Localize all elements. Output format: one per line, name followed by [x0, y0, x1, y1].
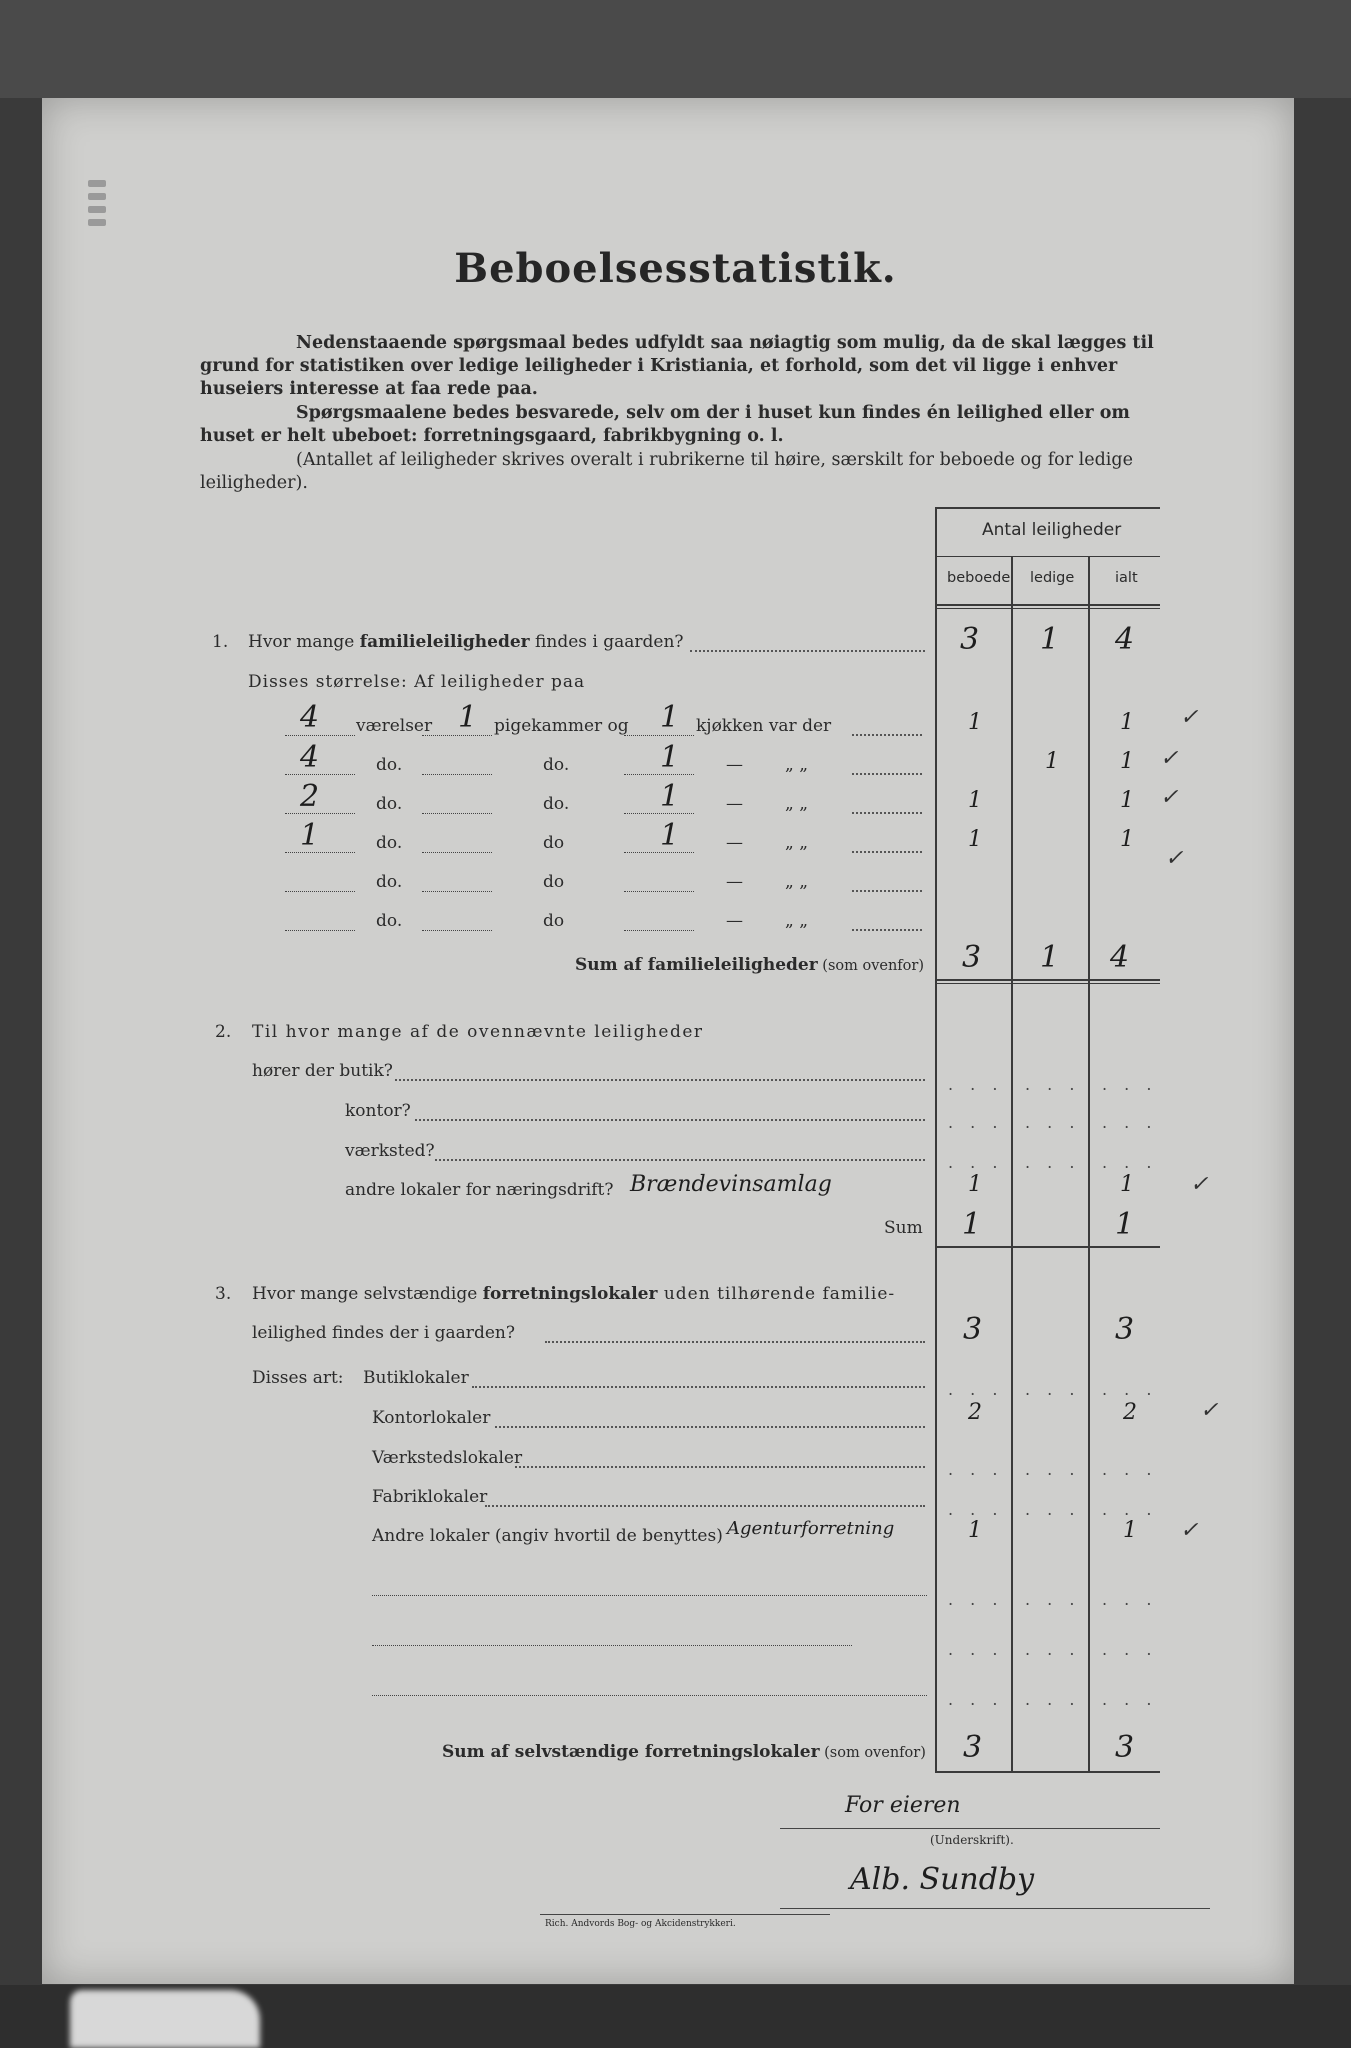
dots-i6: . . . [1102, 1500, 1158, 1519]
row6-rooms-line [285, 930, 355, 931]
q1-size-label: Disses størrelse: Af leiligheder paa [248, 672, 586, 692]
dots-i2: . . . [1102, 1113, 1158, 1132]
row5-leader [852, 890, 922, 892]
dots-b8: . . . [948, 1640, 1004, 1659]
q3-andre-handwriting: Agenturforretning [727, 1518, 895, 1539]
checkmark-3: ✓ [1160, 785, 1179, 810]
q3-blank-line-2 [372, 1645, 852, 1646]
signature-caption: (Underskrift). [930, 1833, 1014, 1847]
printer-rule [540, 1914, 830, 1915]
q2-andre-handwriting: Brændevinsamlag [630, 1172, 832, 1197]
q3-andre-beboede: 1 [968, 1518, 982, 1543]
row3-leader [852, 812, 922, 814]
q3-fabrik-leader [485, 1505, 925, 1507]
row5-quote: „ „ [785, 872, 809, 892]
row2-rooms: 4 [300, 740, 320, 775]
q2-number: 2. [215, 1022, 232, 1042]
q2-vaerksted-leader [435, 1159, 925, 1161]
q1-sum-label: Sum af familieleiligheder (som ovenfor) [575, 955, 924, 975]
row3-kjokken-line [624, 813, 694, 814]
row2-kjokken: 1 [660, 740, 680, 775]
row3-ialt: 1 [1120, 788, 1134, 813]
row1-ialt: 1 [1120, 710, 1134, 735]
q1-number: 1. [212, 632, 229, 652]
q1-sum-ialt: 4 [1110, 940, 1130, 975]
q2-vaerksted-label: værksted? [345, 1141, 435, 1161]
checkmark-1: ✓ [1180, 705, 1199, 730]
q3-leader [545, 1341, 925, 1343]
dots-l9: . . . [1025, 1690, 1081, 1709]
row3-do-1: do. [376, 794, 403, 814]
row4-do-1: do. [376, 833, 403, 853]
q1-leader-dots [690, 650, 925, 652]
row2-ialt: 1 [1120, 749, 1134, 774]
q1-sum-ledige: 1 [1040, 940, 1060, 975]
q3-blank-line-3 [372, 1695, 927, 1696]
row2-quote: „ „ [785, 755, 809, 775]
table-col-rule-1 [1011, 556, 1013, 1772]
dots-b3: . . . [948, 1153, 1004, 1172]
q3-vaerksted-leader [515, 1466, 925, 1468]
page-title: Beboelsesstatistik. [454, 245, 897, 292]
table-header-rule [935, 556, 1160, 557]
row3-rooms-line [285, 813, 355, 814]
row6-do-2: do [543, 911, 565, 931]
q1-beboede-value: 3 [960, 622, 980, 657]
dots-l3: . . . [1025, 1153, 1081, 1172]
row1-pige-line [422, 735, 492, 736]
row4-kjokken-line [624, 852, 694, 853]
intro-paragraph-3: (Antallet af leiligheder skrives overalt i rubrikerne til høire, særskilt for beboede og for ledige leiligheder). [200, 450, 1133, 493]
q2-butik-leader [395, 1079, 925, 1081]
signature-name: Alb. Sundby [850, 1862, 1035, 1897]
row4-ialt: 1 [1120, 827, 1134, 852]
q3-butik-label: Butiklokaler [363, 1368, 469, 1388]
dots-i4: . . . [1102, 1380, 1158, 1399]
dots-b5: . . . [948, 1460, 1004, 1479]
row1-vaerelser-label: værelser [356, 716, 433, 736]
dots-b6: . . . [948, 1500, 1004, 1519]
q3-fabrik-label: Fabriklokaler [372, 1487, 488, 1507]
row1-leader [852, 734, 922, 736]
q2-andre-label: andre lokaler for næringsdrift? [345, 1180, 614, 1200]
sum3-rule [935, 1771, 1160, 1773]
row2-pige-line [422, 774, 492, 775]
dots-b9: . . . [948, 1690, 1004, 1709]
row3-pige-line [422, 813, 492, 814]
row1-kjokken-label: kjøkken var der [696, 716, 832, 736]
q1-ledige-value: 1 [1040, 622, 1060, 657]
checkmark-5: ✓ [1190, 1172, 1209, 1197]
q3-andre-label: Andre lokaler (angiv hvortil de benyttes) [372, 1526, 723, 1546]
signature-for-eieren: For eieren [845, 1793, 961, 1818]
row2-dash: — [726, 755, 743, 775]
q2-kontor-leader [415, 1119, 925, 1121]
checkmark-7: ✓ [1180, 1518, 1199, 1543]
q3-kontor-label: Kontorlokaler [372, 1408, 491, 1428]
row4-quote: „ „ [785, 833, 809, 853]
dots-l5: . . . [1025, 1460, 1081, 1479]
table-header-bottom [935, 604, 1160, 606]
q3-vaerksted-label: Værkstedslokaler [372, 1448, 523, 1468]
q3-sum-beboede: 3 [963, 1730, 983, 1765]
q2-sum-beboede: 1 [962, 1207, 982, 1242]
row1-pige: 1 [458, 700, 478, 735]
row3-do-2: do. [543, 794, 570, 814]
table-header-bottom-2 [935, 608, 1160, 609]
dots-b7: . . . [948, 1590, 1004, 1609]
row3-dash: — [726, 794, 743, 814]
q3-ialt-value: 3 [1115, 1312, 1135, 1347]
row2-do-1: do. [376, 755, 403, 775]
row3-kjokken: 1 [660, 779, 680, 814]
q2-sum-label: Sum [884, 1218, 923, 1238]
q3-question-cont: leilighed findes der i gaarden? [252, 1323, 515, 1343]
row5-pige-line [422, 891, 492, 892]
q3-andre-ialt: 1 [1123, 1518, 1137, 1543]
row1-beboede: 1 [968, 710, 982, 735]
q1-question: Hvor mange familieleiligheder findes i gaarden? [248, 632, 684, 652]
row4-leader [852, 851, 922, 853]
row6-quote: „ „ [785, 911, 809, 931]
dots-i9: . . . [1102, 1690, 1158, 1709]
dots-b1: . . . [948, 1075, 1004, 1094]
table-group-header: Antal leiligheder [982, 520, 1122, 540]
q2-kontor-label: kontor? [345, 1101, 411, 1121]
row3-beboede: 1 [968, 788, 982, 813]
dots-i8: . . . [1102, 1640, 1158, 1659]
q3-question: Hvor mange selvstændige forretningslokaler uden tilhørende familie- [252, 1284, 896, 1304]
row5-rooms-line [285, 891, 355, 892]
checkmark-2: ✓ [1160, 746, 1179, 771]
signature-line-1 [780, 1828, 1160, 1829]
checkmark-6: ✓ [1200, 1398, 1219, 1423]
q3-art-label: Disses art: [252, 1368, 344, 1388]
row6-leader [852, 929, 922, 931]
dots-l7: . . . [1025, 1590, 1081, 1609]
row2-do-2: do. [543, 755, 570, 775]
row3-rooms: 2 [300, 779, 320, 814]
q2-question: Til hvor mange af de ovennævnte leiligheder [252, 1022, 704, 1042]
row2-leader [852, 773, 922, 775]
sum2-rule [935, 1246, 1160, 1248]
q3-butik-leader [472, 1386, 925, 1388]
row1-rooms: 4 [300, 700, 320, 735]
q3-sum-label: Sum af selvstændige forretningslokaler (som ovenfor) [442, 1742, 926, 1762]
column-header-ialt: ialt [1115, 570, 1138, 586]
row2-ledige: 1 [1045, 749, 1059, 774]
row4-do-2: do [543, 833, 565, 853]
row4-beboede: 1 [968, 827, 982, 852]
q1-ialt-value: 4 [1115, 622, 1135, 657]
column-header-beboede: beboede [947, 570, 1011, 586]
checkmark-4: ✓ [1165, 846, 1184, 871]
row1-kjokken-line [624, 735, 694, 736]
row2-rooms-line [285, 774, 355, 775]
row6-dash: — [726, 911, 743, 931]
sum1-rule [935, 979, 1160, 981]
dots-l6: . . . [1025, 1500, 1081, 1519]
table-left-rule [935, 507, 937, 1772]
scanner-border-top [0, 0, 1351, 98]
dots-i3: . . . [1102, 1153, 1158, 1172]
row2-kjokken-line [624, 774, 694, 775]
row3-quote: „ „ [785, 794, 809, 814]
row1-rooms-line [285, 735, 355, 736]
column-header-ledige: ledige [1030, 570, 1075, 586]
row6-kjokken-line [624, 930, 694, 931]
intro-paragraph-1: Nedenstaaende spørgsmaal bedes udfyldt saa nøiagtig som mulig, da de skal lægges til grund for statistiken over ledige leiligheder i Kristiania, et forhold, som det vil ligge i enhver huseiers interesse at faa rede paa. [200, 333, 1154, 399]
q2-andre-beboede: 1 [968, 1172, 982, 1197]
q2-sum-ialt: 1 [1115, 1207, 1135, 1242]
row4-dash: — [726, 833, 743, 853]
row6-pige-line [422, 930, 492, 931]
row1-pige-label: pigekammer og [494, 716, 629, 736]
intro-paragraph-2: Spørgsmaalene bedes besvarede, selv om der i huset kun findes én leilighed eller om huset er helt ubeboet: forretningsgaard, fabrikbygning o. l. [200, 403, 1130, 446]
row1-kjokken: 1 [660, 700, 680, 735]
q3-blank-line-1 [372, 1595, 927, 1596]
signature-line-2 [780, 1908, 1210, 1909]
row6-do-1: do. [376, 911, 403, 931]
q2-andre-ialt: 1 [1120, 1172, 1134, 1197]
q1-sum-beboede: 3 [962, 940, 982, 975]
dots-l4: . . . [1025, 1380, 1081, 1399]
film-artifact [70, 1990, 260, 2048]
sum1-rule-2 [935, 983, 1160, 984]
q2-butik-label: hører der butik? [252, 1061, 393, 1081]
table-col-rule-2 [1088, 556, 1090, 1772]
q3-number: 3. [215, 1284, 232, 1304]
dots-b2: . . . [948, 1113, 1004, 1132]
q3-beboede-value: 3 [963, 1312, 983, 1347]
dots-i5: . . . [1102, 1460, 1158, 1479]
row5-kjokken-line [624, 891, 694, 892]
row4-pige-line [422, 852, 492, 853]
row5-do-1: do. [376, 872, 403, 892]
dots-i1: . . . [1102, 1075, 1158, 1094]
table-top-rule [935, 507, 1160, 509]
dots-l2: . . . [1025, 1113, 1081, 1132]
margin-marks [88, 180, 106, 250]
row4-rooms: 1 [300, 818, 320, 853]
row5-dash: — [726, 872, 743, 892]
q3-sum-ialt: 3 [1115, 1730, 1135, 1765]
row4-kjokken: 1 [660, 818, 680, 853]
printer-credit: Rich. Andvords Bog- og Akcidenstrykkeri. [545, 1919, 736, 1929]
dots-i7: . . . [1102, 1590, 1158, 1609]
dots-l1: . . . [1025, 1075, 1081, 1094]
row5-do-2: do [543, 872, 565, 892]
row4-rooms-line [285, 852, 355, 853]
q3-kontor-leader [495, 1426, 925, 1428]
dots-l8: . . . [1025, 1640, 1081, 1659]
dots-b4: . . . [948, 1380, 1004, 1399]
q3-kontor-ialt: 2 [1123, 1400, 1137, 1425]
q3-kontor-beboede: 2 [968, 1400, 982, 1425]
